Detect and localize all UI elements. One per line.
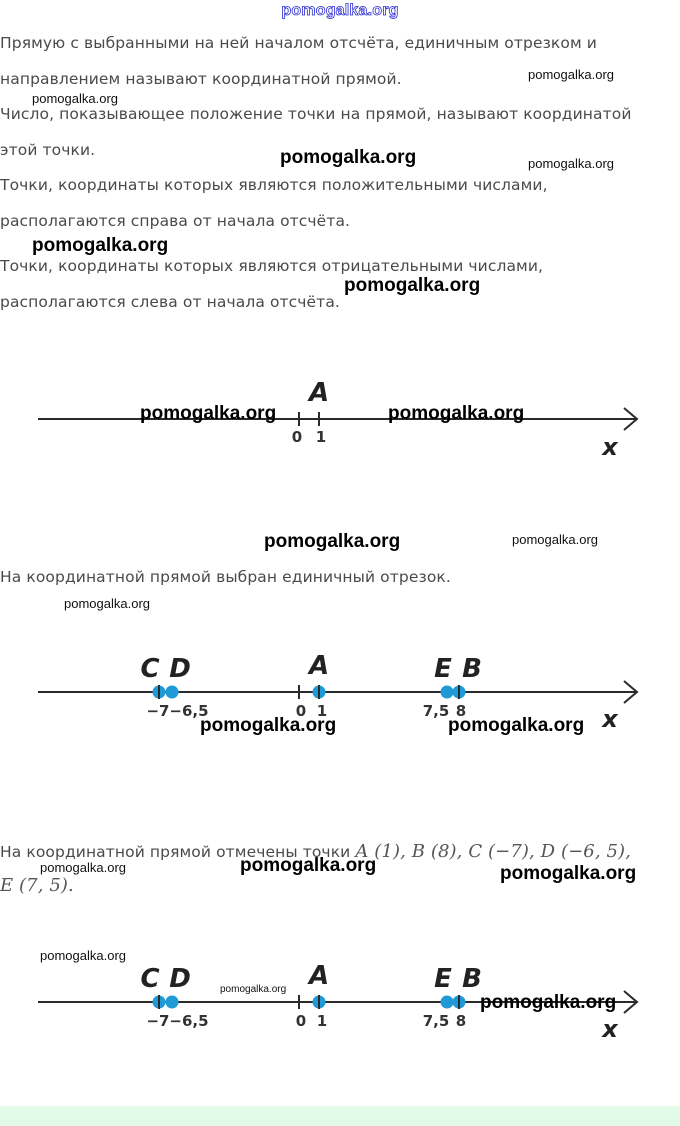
- point-label-d: D: [169, 654, 191, 684]
- tick-label-1: 1: [316, 1012, 328, 1030]
- axis-label-x: x: [602, 433, 618, 460]
- definition-line-1: Прямую с выбранными на ней началом отсчёта, единичным отрезком и: [0, 34, 597, 52]
- tick-label-8: 8: [455, 702, 467, 720]
- point-d: [166, 686, 179, 699]
- point-label-e: E: [434, 964, 452, 994]
- watermark: pomogalka.org: [140, 403, 277, 424]
- tick-label-minus6-5: −6,5: [169, 1012, 209, 1030]
- negative-line-1: Точки, координаты которых являются отрицательными числами,: [0, 257, 544, 275]
- tick-label-7-5: 7,5: [422, 1012, 450, 1030]
- tick-label-0: 0: [295, 702, 307, 720]
- watermark: pomogalka.org: [528, 67, 614, 82]
- watermark: pomogalka.org: [480, 992, 617, 1013]
- definition-line-2: направлением называют координатной прямой.: [0, 70, 402, 88]
- watermark: pomogalka.org: [32, 235, 169, 256]
- bottom-bar: [0, 1106, 680, 1126]
- point-label-b: B: [462, 964, 482, 994]
- tick-label-1: 1: [315, 428, 327, 446]
- tick-label-minus7: −7: [146, 1012, 170, 1030]
- watermark: pomogalka.org: [200, 715, 337, 736]
- point-label-c: C: [140, 964, 160, 994]
- tick-label-7-5: 7,5: [422, 702, 450, 720]
- negative-line-2: располагаются слева от начала отсчёта.: [0, 293, 340, 311]
- watermark: pomogalka.org: [344, 275, 481, 296]
- tick-label-minus7: −7: [146, 702, 170, 720]
- watermark: pomogalka.org: [32, 91, 118, 106]
- point-label-a: A: [308, 961, 330, 991]
- watermark: pomogalka.org: [388, 403, 525, 424]
- watermark: pomogalka.org: [500, 863, 637, 884]
- marked-points-prefix: На координатной прямой отмечены точки: [0, 843, 351, 861]
- watermark: pomogalka.org: [528, 156, 614, 171]
- point-label-d: D: [169, 964, 191, 994]
- point-e: [441, 996, 454, 1009]
- point-label-a: A: [308, 378, 330, 408]
- watermark: pomogalka.org: [40, 948, 126, 963]
- axis-label-x: x: [602, 1015, 618, 1043]
- watermark: pomogalka.org: [40, 860, 126, 875]
- point-label-a: A: [308, 651, 330, 681]
- number-line-1: [0, 370, 680, 460]
- watermark: pomogalka.org: [448, 715, 585, 736]
- positive-line-1: Точки, координаты которых являются положительными числами,: [0, 176, 548, 194]
- coordinate-line-2: этой точки.: [0, 141, 96, 159]
- watermark: pomogalka.org: [264, 531, 401, 552]
- watermark: pomogalka.org: [240, 855, 377, 876]
- marked-points-math-1: A (1), B (8), C (−7), D (−6, 5),: [355, 841, 631, 862]
- watermark: pomogalka.org: [280, 147, 417, 168]
- tick-label-8: 8: [455, 1012, 467, 1030]
- point-label-e: E: [434, 654, 452, 684]
- watermark: pomogalka.org: [220, 984, 287, 995]
- point-d: [166, 996, 179, 1009]
- tick-label-0: 0: [291, 428, 303, 446]
- marked-points-math-2: E (7, 5).: [0, 875, 74, 896]
- tick-label-minus6-5: −6,5: [169, 702, 209, 720]
- unit-segment-text: На координатной прямой выбран единичный отрезок.: [0, 568, 451, 586]
- point-label-b: B: [462, 654, 482, 684]
- tick-label-1: 1: [316, 702, 328, 720]
- point-label-c: C: [140, 654, 160, 684]
- watermark: pomogalka.org: [64, 596, 150, 611]
- positive-line-2: располагаются справа от начала отсчёта.: [0, 212, 351, 230]
- axis-label-x: x: [602, 705, 618, 733]
- point-e: [441, 686, 454, 699]
- tick-label-0: 0: [295, 1012, 307, 1030]
- site-header-watermark[interactable]: pomogalka.org: [281, 2, 399, 19]
- coordinate-line-1: Число, показывающее положение точки на прямой, называют координатой: [0, 105, 632, 123]
- watermark: pomogalka.org: [512, 532, 598, 547]
